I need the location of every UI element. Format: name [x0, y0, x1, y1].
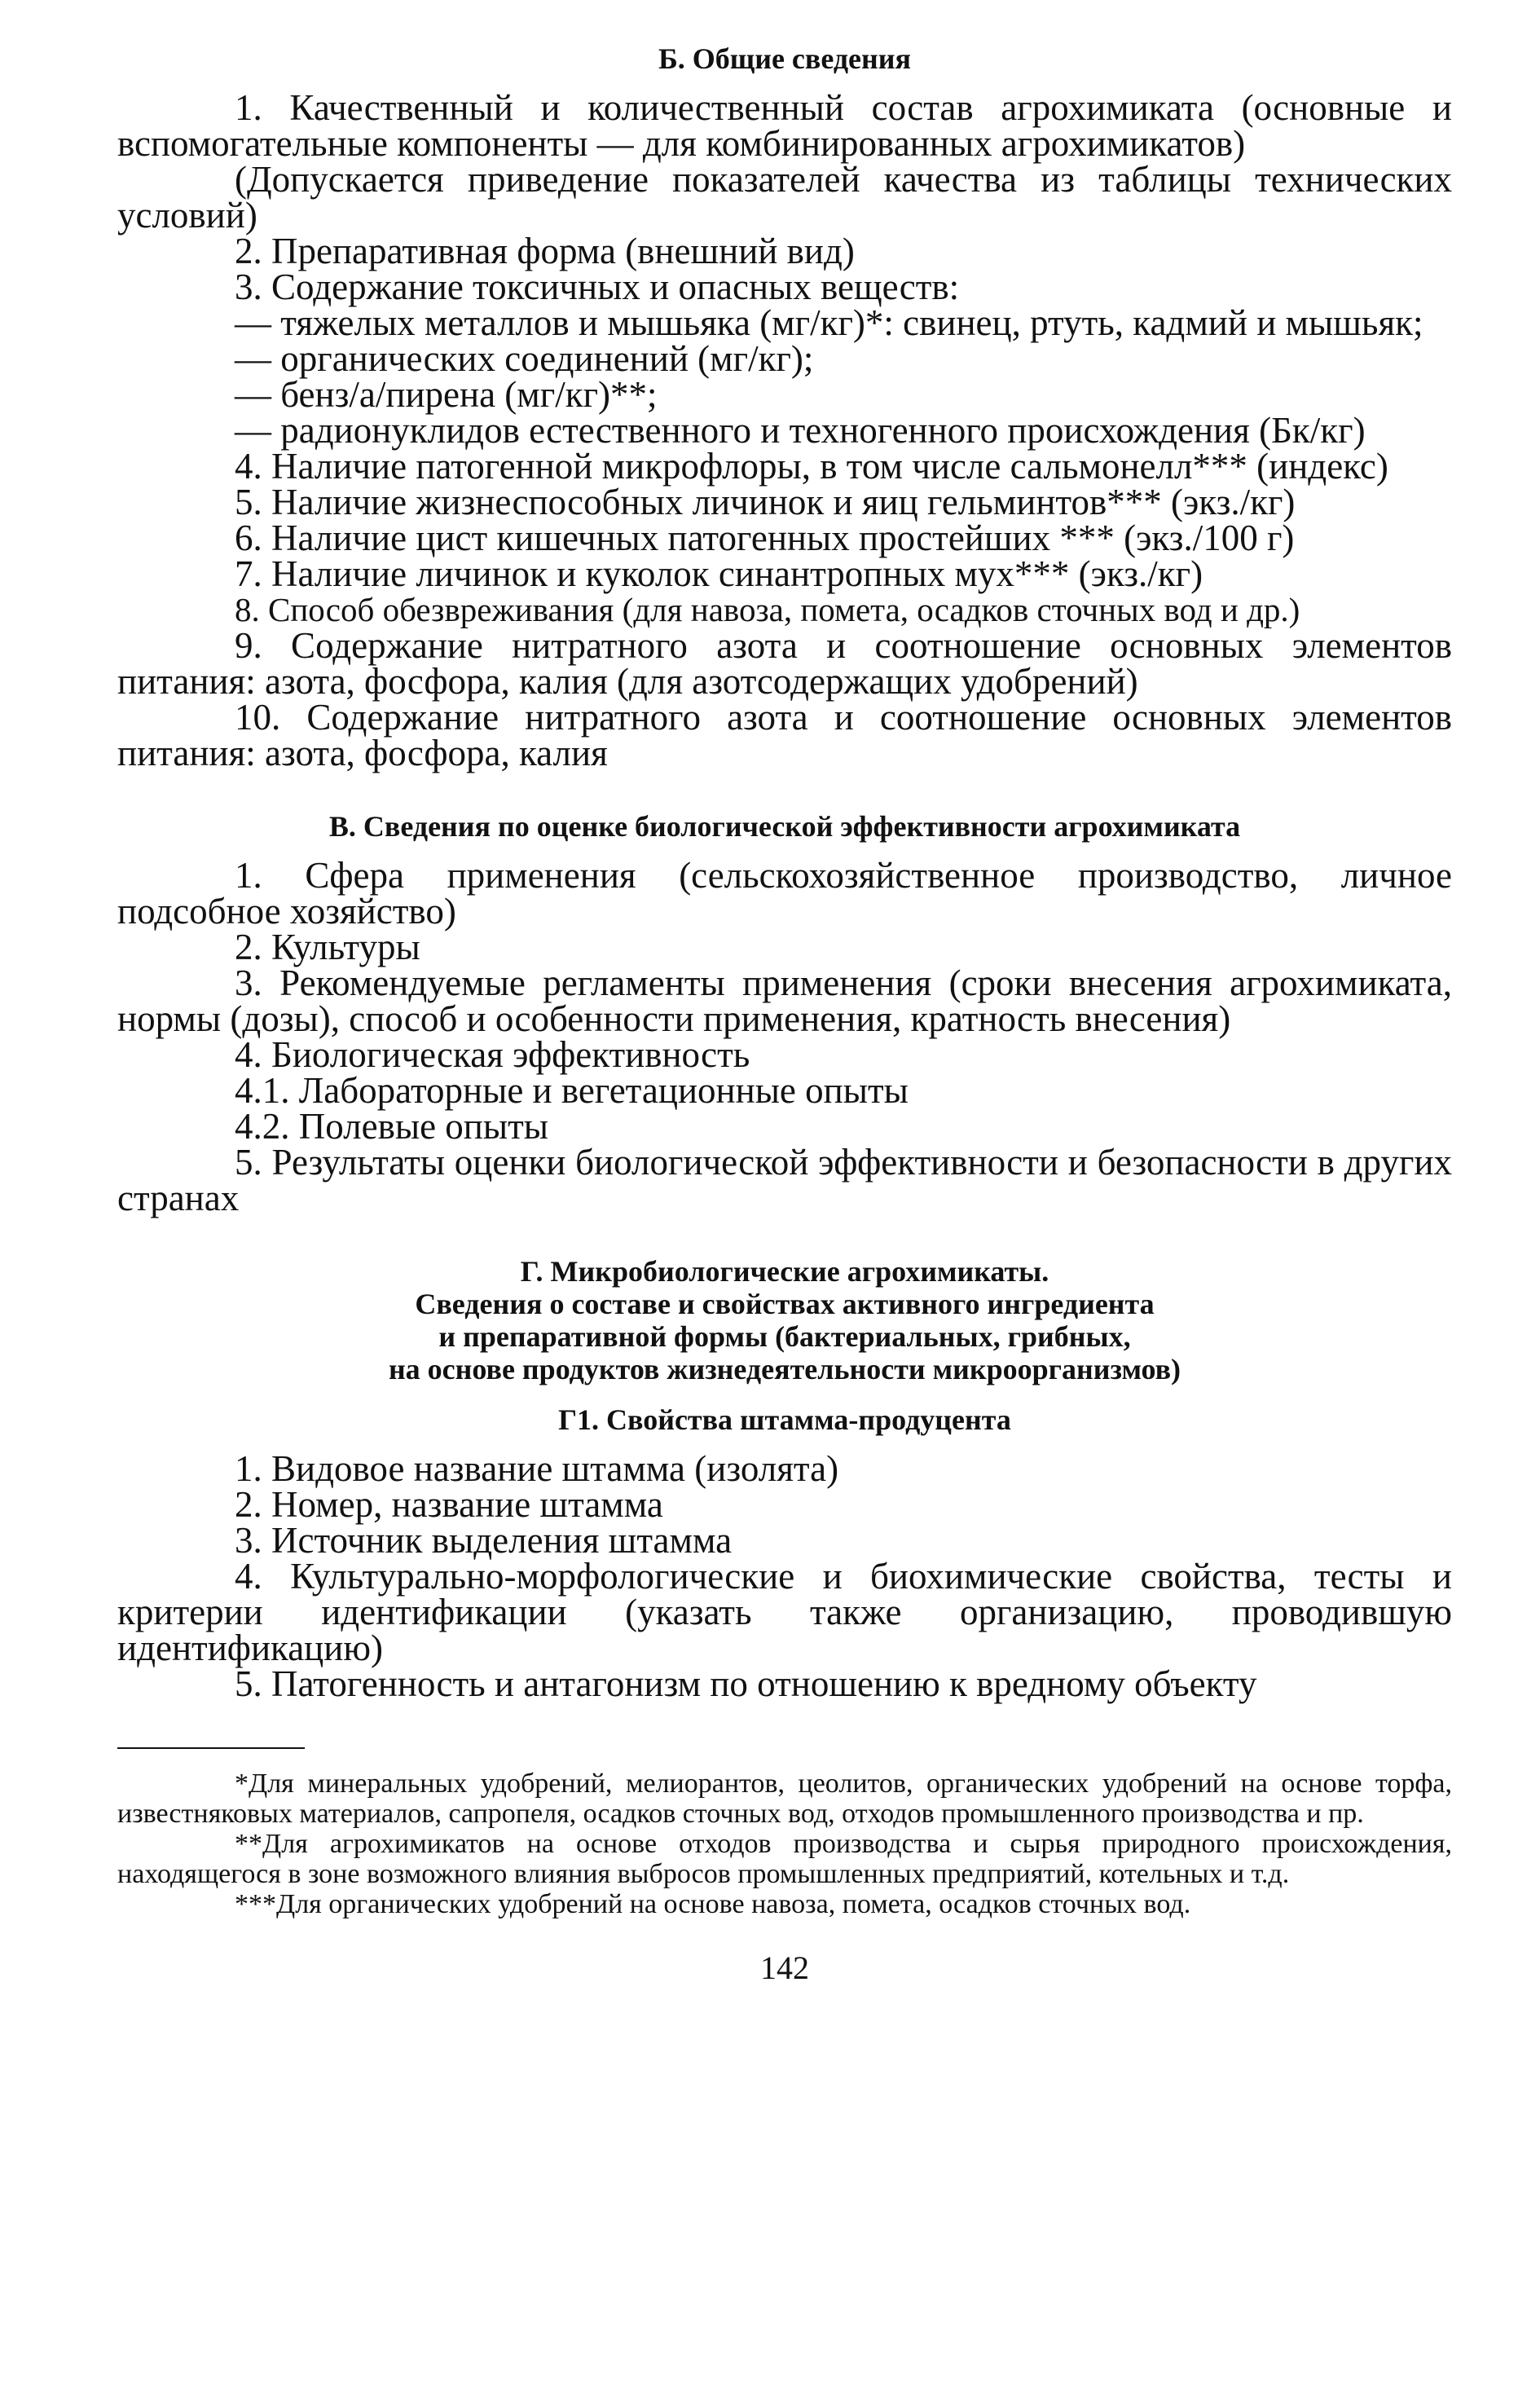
list-item: — органических соединений (мг/кг);: [235, 338, 814, 379]
list-item: 2. Номер, название штамма: [235, 1484, 663, 1525]
list-item: 2. Препаративная форма (внешний вид): [235, 231, 855, 271]
list-item: 8. Способ обезвреживания (для навоза, помета, осадков сточных вод и др.): [235, 591, 1300, 628]
list-item: 4.1. Лабораторные и вегетационные опыты: [235, 1070, 909, 1111]
list-item: — бенз/а/пирена (мг/кг)**;: [235, 374, 658, 415]
list-item: 6. Наличие цист кишечных патогенных простейших *** (экз./100 г): [235, 518, 1295, 558]
list-item: 9. Содержание нитратного азота и соотношение основных элементов питания: азота, фосфора, калия (для азотсодержащих удобрений): [117, 625, 1452, 702]
list-item: 7. Наличие личинок и куколок синантропных мух*** (экз./кг): [235, 553, 1203, 594]
list-item: 1. Сфера применения (сельскохозяйственное производство, личное подсобное хозяйство): [117, 855, 1452, 932]
section-g1-body: [117, 1448, 1452, 1704]
list-item: — тяжелых металлов и мышьяка (мг/кг)*: свинец, ртуть, кадмий и мышьяк;: [235, 302, 1423, 343]
document-page: [117, 42, 1452, 1987]
footnote: *Для минеральных удобрений, мелиорантов, цеолитов, органических удобрений на основе торфа, известняковых материалов, сапропеля, осадков сточных вод, отходов промышленного производства и пр.: [117, 1769, 1452, 1829]
section-v-body: [117, 857, 1452, 1216]
section-g-heading-line: Сведения о составе и свойствах активного ингредиента: [415, 1288, 1155, 1320]
list-item: 4.2. Полевые опыты: [235, 1106, 549, 1147]
section-g1-heading: Г1. Свойства штамма-продуцента: [558, 1403, 1011, 1436]
list-item: 2. Культуры: [235, 927, 420, 967]
section-g-heading-line: на основе продуктов жизнедеятельности микроорганизмов): [388, 1353, 1181, 1385]
list-item: 1. Видовое название штамма (изолята): [235, 1448, 839, 1489]
section-g-heading: [117, 1255, 1452, 1385]
footnotes: [117, 1769, 1452, 1919]
list-item: — радионуклидов естественного и техногенного происхождения (Бк/кг): [235, 410, 1366, 451]
list-item: 3. Источник выделения штамма: [235, 1520, 733, 1561]
list-item: (Допускается приведение показателей качества из таблицы технических условий): [117, 159, 1452, 236]
footnote: ***Для органических удобрений на основе навоза, помета, осадков сточных вод.: [235, 1889, 1191, 1919]
list-item: 5. Патогенность и антагонизм по отношению к вредному объекту: [235, 1663, 1257, 1704]
list-item: 4. Биологическая эффективность: [235, 1034, 750, 1075]
section-b-heading: Б. Общие сведения: [658, 42, 911, 75]
section-g-heading-line: и препаративной формы (бактериальных, грибных,: [438, 1320, 1131, 1353]
section-v-heading: В. Сведения по оценке биологической эффективности агрохимиката: [328, 810, 1241, 843]
list-item: 10. Содержание нитратного азота и соотношение основных элементов питания: азота, фосфора, калия: [117, 697, 1452, 773]
list-item: 3. Содержание токсичных и опасных веществ:: [235, 266, 960, 307]
list-item: 4. Наличие патогенной микрофлоры, в том числе сальмонелл*** (индекс): [235, 446, 1388, 487]
footnote-divider: [117, 1747, 305, 1749]
list-item: 5. Наличие жизнеспособных личинок и яиц гельминтов*** (экз./кг): [235, 482, 1296, 522]
list-item: 1. Качественный и количественный состав агрохимиката (основные и вспомогательные компоненты — для комбинированных агрохимикатов): [117, 87, 1452, 164]
footnote: **Для агрохимикатов на основе отходов производства и сырья природного происхождения, находящегося в зоне возможного влияния выбросов промышленных предприятий, котельных и т.д.: [117, 1829, 1452, 1889]
list-item: 3. Рекомендуемые регламенты применения (сроки внесения агрохимиката, нормы (дозы), способ и особенности применения, кратность внесения): [117, 962, 1452, 1039]
section-b-body: [117, 87, 1452, 773]
list-item: 4. Культурально-морфологические и биохимические свойства, тесты и критерии идентификации (указать также организацию, проводившую идентификацию): [117, 1556, 1452, 1668]
page-number: 142: [760, 1949, 809, 1986]
section-g-heading-line: Г. Микробиологические агрохимикаты.: [520, 1255, 1049, 1288]
list-item: 5. Результаты оценки биологической эффективности и безопасности в других странах: [117, 1142, 1452, 1218]
